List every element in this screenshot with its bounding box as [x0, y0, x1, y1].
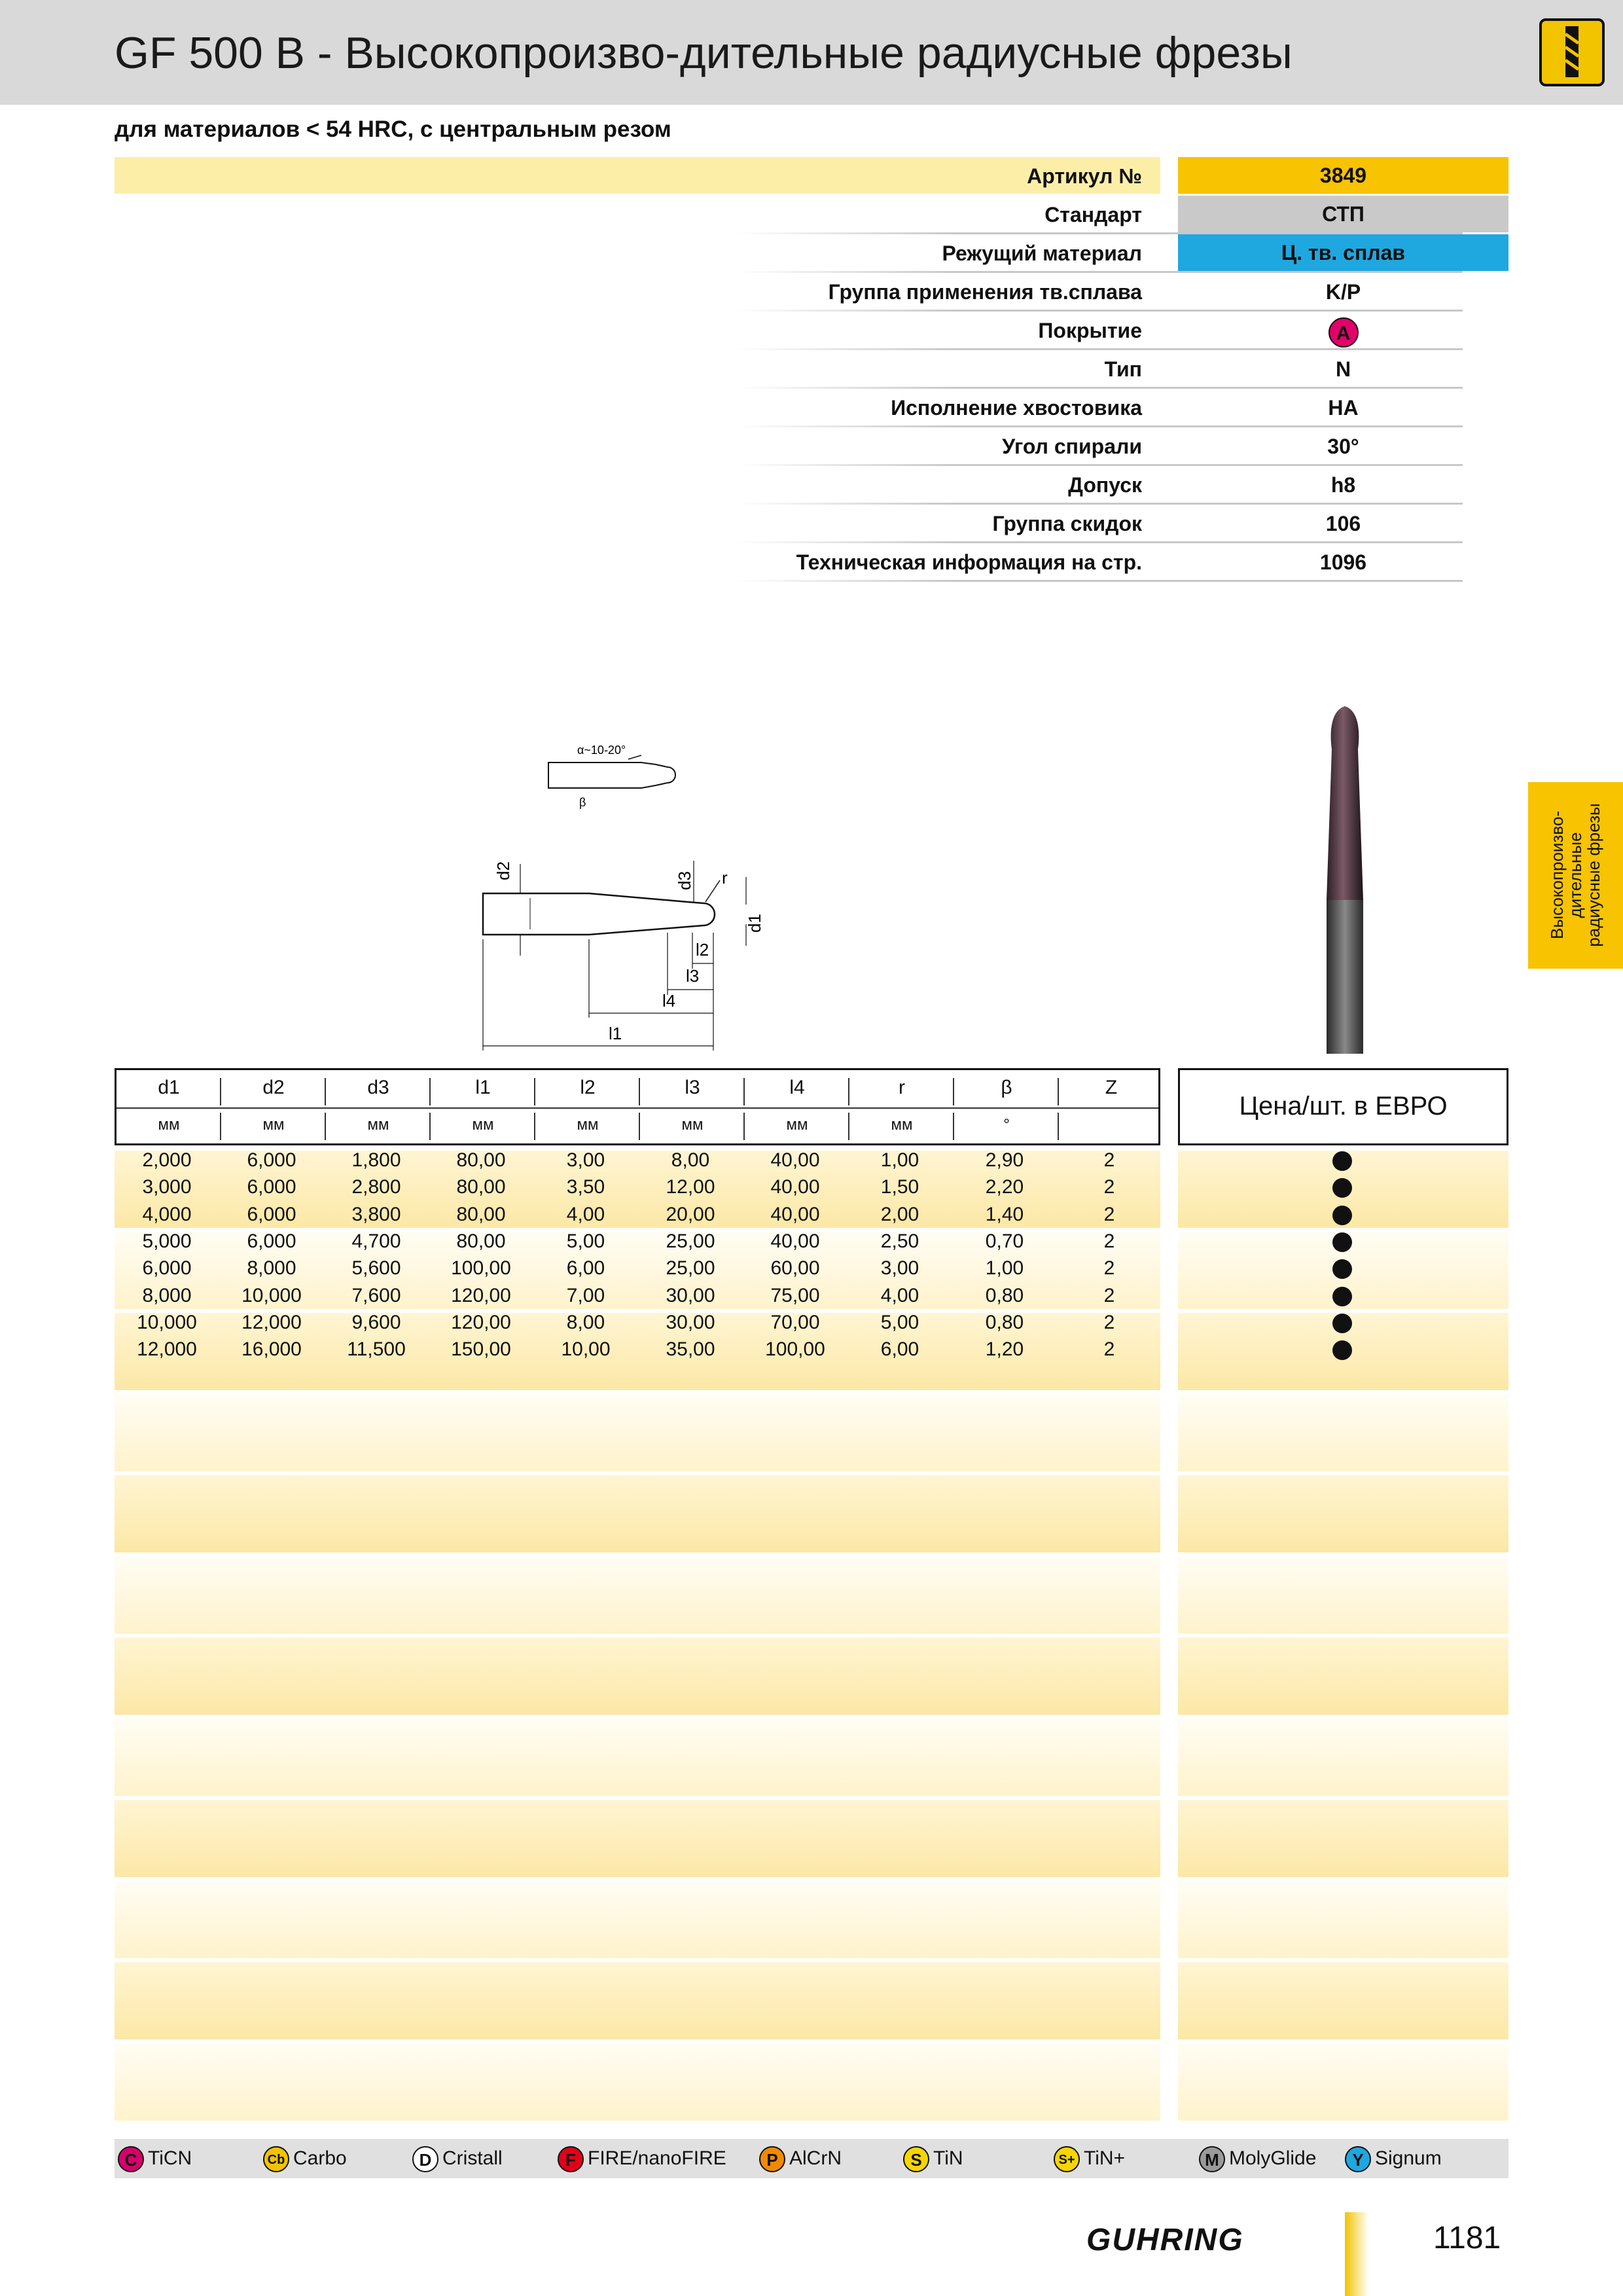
- column-header: l1: [475, 1077, 491, 1098]
- column-separator: [325, 1113, 326, 1140]
- brand-logo: GUHRING: [1086, 2223, 1244, 2257]
- table-cell: 80,00: [456, 1149, 506, 1171]
- column-separator: [639, 1113, 640, 1140]
- table-cell: 5,00: [566, 1230, 605, 1252]
- coating-alcrn-icon: P: [759, 2146, 785, 2172]
- table-cell: 6,000: [247, 1203, 296, 1225]
- legend-item: [759, 2139, 842, 2178]
- table-cell: 6,00: [566, 1257, 605, 1280]
- spec-row: [115, 389, 1508, 427]
- table-cell: 4,00: [566, 1203, 605, 1225]
- column-separator: [1058, 1113, 1059, 1140]
- beta-label: β: [579, 796, 586, 809]
- table-cell: 1,40: [985, 1203, 1024, 1225]
- price-band: [1178, 1962, 1508, 2039]
- table-cell: 40,00: [770, 1149, 820, 1171]
- table-cell: 2: [1103, 1230, 1115, 1252]
- table-band: [115, 1638, 1160, 1715]
- spec-row: [115, 157, 1508, 196]
- coating-molyglide-icon: M: [1199, 2146, 1225, 2172]
- spec-row: [115, 196, 1508, 234]
- table-cell: 70,00: [770, 1311, 820, 1333]
- column-separator: [743, 1078, 745, 1105]
- table-cell: 2: [1103, 1176, 1115, 1198]
- column-header: Z: [1105, 1077, 1118, 1098]
- table-cell: 4,700: [351, 1230, 401, 1252]
- table-cell: 3,00: [880, 1257, 919, 1280]
- header-divider: [116, 1107, 1158, 1109]
- price-band: [1178, 1638, 1508, 1715]
- availability-dot-icon: [1332, 1232, 1352, 1252]
- spec-label: Угол спирали: [1002, 435, 1142, 458]
- spec-row: [115, 466, 1508, 505]
- table-cell: 16,000: [241, 1338, 302, 1361]
- table-cell: 3,800: [351, 1203, 401, 1225]
- legend-item: [558, 2139, 726, 2178]
- table-cell: 0,80: [985, 1284, 1024, 1306]
- table-cell: 5,000: [142, 1230, 192, 1252]
- column-separator: [220, 1078, 221, 1105]
- table-cell: 8,000: [142, 1284, 192, 1306]
- table-cell: 80,00: [456, 1230, 506, 1252]
- table-cell: 2: [1103, 1203, 1115, 1225]
- spec-row: [115, 234, 1508, 273]
- table-cell: 11,500: [347, 1338, 406, 1361]
- table-cell: 2,90: [985, 1149, 1024, 1171]
- spec-value: 3849: [1178, 157, 1508, 194]
- table-cell: 4,00: [880, 1284, 919, 1306]
- spec-label: Режущий материал: [942, 242, 1142, 265]
- table-cell: 8,000: [247, 1257, 296, 1280]
- spec-label: Допуск: [1068, 473, 1142, 497]
- legend-item: [263, 2139, 347, 2178]
- legend-label: TiN+: [1084, 2147, 1126, 2169]
- table-cell: 80,00: [456, 1203, 506, 1225]
- table-cell: 12,000: [137, 1338, 197, 1361]
- column-separator: [325, 1078, 326, 1105]
- table-cell: 25,00: [666, 1230, 715, 1252]
- price-band: [1178, 1394, 1508, 1471]
- spec-label: Группа применения тв.сплава: [828, 280, 1142, 304]
- legend-item: [118, 2139, 192, 2178]
- angle-label: α~10-20°: [577, 744, 626, 757]
- table-cell: 25,00: [666, 1257, 715, 1280]
- table-cell: 60,00: [770, 1257, 820, 1280]
- table-cell: 6,000: [247, 1230, 296, 1252]
- spec-row-highlight: [115, 157, 1160, 194]
- column-separator: [220, 1113, 221, 1140]
- l2-label: l2: [696, 940, 709, 960]
- d2-label: d2: [493, 861, 513, 880]
- coating-carbo-icon: Cb: [263, 2146, 289, 2172]
- legend-label: MolyGlide: [1229, 2147, 1317, 2169]
- column-separator: [848, 1078, 849, 1105]
- column-separator: [953, 1078, 954, 1105]
- table-cell: 2: [1103, 1311, 1115, 1333]
- table-cell: 20,00: [666, 1203, 715, 1225]
- spec-label: Тип: [1104, 357, 1142, 381]
- table-cell: 2,50: [880, 1230, 919, 1252]
- column-unit: мм: [577, 1116, 599, 1134]
- end-mill-photo: [1312, 704, 1378, 1057]
- spec-value: [1178, 312, 1508, 350]
- table-cell: 35,00: [666, 1338, 715, 1361]
- page-subtitle: для материалов < 54 HRC, с центральным резом: [115, 117, 671, 142]
- column-header: β: [1001, 1077, 1012, 1098]
- table-cell: 8,00: [671, 1149, 710, 1171]
- column-header: l2: [580, 1077, 596, 1098]
- column-unit: мм: [786, 1116, 808, 1134]
- spec-value: h8: [1330, 473, 1356, 497]
- table-cell: 3,000: [142, 1176, 192, 1198]
- spec-value: 106: [1325, 512, 1361, 535]
- column-unit: мм: [681, 1116, 704, 1134]
- spec-row: [115, 427, 1508, 466]
- spec-label: Стандарт: [1044, 203, 1142, 226]
- table-cell: 2,20: [985, 1176, 1024, 1198]
- price-band: [1178, 1881, 1508, 1958]
- column-separator: [848, 1113, 849, 1140]
- table-cell: 100,00: [765, 1338, 825, 1361]
- legend-label: FIRE/nanoFIRE: [588, 2147, 726, 2169]
- spec-label: Покрытие: [1038, 319, 1142, 342]
- legend-label: Signum: [1375, 2147, 1442, 2169]
- column-unit: мм: [891, 1116, 913, 1134]
- availability-dot-icon: [1332, 1287, 1352, 1306]
- side-tab: [1528, 782, 1623, 969]
- column-header: l4: [789, 1077, 805, 1098]
- column-header: d2: [262, 1077, 285, 1098]
- column-header: l3: [685, 1077, 700, 1098]
- availability-dot-icon: [1332, 1151, 1352, 1171]
- spec-row: [115, 350, 1508, 389]
- drill-logo-icon: [1539, 18, 1605, 86]
- table-cell: 8,00: [566, 1311, 605, 1333]
- page-title: GF 500 B - Высокопроизво-дительные радиусные фрезы: [115, 28, 1293, 78]
- table-cell: 6,000: [142, 1257, 192, 1280]
- table-cell: 0,80: [985, 1311, 1024, 1333]
- dimension-drawing: [471, 733, 812, 1073]
- spec-value: HA: [1328, 396, 1359, 420]
- spec-value: 30°: [1327, 435, 1359, 458]
- spec-value: 1096: [1319, 550, 1367, 574]
- spec-value: N: [1335, 357, 1351, 381]
- table-cell: 9,600: [351, 1311, 401, 1333]
- column-separator: [534, 1113, 535, 1140]
- column-separator: [429, 1113, 431, 1140]
- table-cell: 80,00: [456, 1176, 506, 1198]
- l4-label: l4: [662, 991, 676, 1011]
- column-separator: [639, 1078, 640, 1105]
- legend-item: [1345, 2139, 1442, 2178]
- l1-label: l1: [609, 1024, 622, 1043]
- spec-value: СТП: [1178, 196, 1508, 232]
- column-separator: [1058, 1078, 1059, 1105]
- table-cell: 2: [1103, 1284, 1115, 1306]
- table-cell: 120,00: [451, 1284, 511, 1306]
- coating-signum-icon: Y: [1345, 2146, 1371, 2172]
- column-header: r: [899, 1077, 905, 1098]
- legend-label: TiN: [933, 2147, 963, 2169]
- table-cell: 1,20: [985, 1338, 1024, 1361]
- side-tab-text: Высокопроизво- дительные радиусные фрезы: [1547, 803, 1603, 947]
- table-band: [115, 1475, 1160, 1552]
- table-band: [115, 1800, 1160, 1877]
- table-cell: 2: [1103, 1149, 1115, 1171]
- table-cell: 5,00: [880, 1311, 919, 1333]
- table-cell: 1,800: [351, 1149, 401, 1171]
- coating-ticn-icon: C: [118, 2146, 144, 2172]
- table-cell: 1,00: [880, 1149, 919, 1171]
- spec-row: [115, 505, 1508, 543]
- r-label: r: [722, 868, 728, 888]
- table-cell: 12,000: [241, 1311, 302, 1333]
- l3-label: l3: [686, 966, 700, 986]
- table-cell: 2,000: [142, 1149, 192, 1171]
- table-cell: 10,00: [561, 1338, 611, 1361]
- price-band: [1178, 1475, 1508, 1552]
- table-cell: 2,00: [880, 1203, 919, 1225]
- table-cell: 40,00: [770, 1203, 820, 1225]
- table-cell: 6,000: [247, 1149, 296, 1171]
- table-cell: 2: [1103, 1338, 1115, 1361]
- side-tab-label: [1548, 790, 1603, 960]
- spec-row: [115, 312, 1508, 350]
- price-band: [1178, 1800, 1508, 1877]
- coating-firenanofire-icon: F: [558, 2146, 584, 2172]
- spec-label: Исполнение хвостовика: [891, 396, 1142, 420]
- table-cell: 30,00: [666, 1311, 715, 1333]
- legend-label: TiCN: [148, 2147, 192, 2169]
- column-separator: [743, 1113, 745, 1140]
- table-band: [115, 1962, 1160, 2039]
- table-cell: 3,50: [566, 1176, 605, 1198]
- legend-item: [903, 2139, 963, 2178]
- table-cell: 2: [1103, 1257, 1115, 1280]
- column-unit: мм: [367, 1116, 389, 1134]
- spec-label: Группа скидок: [992, 512, 1142, 535]
- table-cell: 150,00: [451, 1338, 511, 1361]
- legend-item: [1199, 2139, 1316, 2178]
- table-cell: 6,000: [247, 1176, 296, 1198]
- column-unit: °: [1003, 1116, 1010, 1134]
- table-cell: 40,00: [770, 1176, 820, 1198]
- column-header: d1: [158, 1077, 180, 1098]
- table-cell: 30,00: [666, 1284, 715, 1306]
- legend-item: [412, 2139, 503, 2178]
- availability-dot-icon: [1332, 1206, 1352, 1225]
- price-band: [1178, 2043, 1508, 2121]
- coating-a-icon: A: [1329, 317, 1359, 348]
- table-cell: 4,000: [142, 1203, 192, 1225]
- availability-dot-icon: [1332, 1259, 1352, 1279]
- column-unit: мм: [262, 1116, 285, 1134]
- spec-value: Ц. тв. сплав: [1178, 234, 1508, 271]
- table-band: [115, 1881, 1160, 1958]
- table-cell: 1,00: [985, 1257, 1024, 1280]
- table-cell: 100,00: [451, 1257, 511, 1280]
- table-cell: 6,00: [880, 1338, 919, 1361]
- table-cell: 0,70: [985, 1230, 1024, 1252]
- legend-label: AlCrN: [789, 2147, 842, 2169]
- table-band: [115, 1394, 1160, 1471]
- price-band: [1178, 1556, 1508, 1634]
- column-unit: мм: [158, 1116, 180, 1134]
- page-number: 1181: [1433, 2221, 1501, 2255]
- availability-dot-icon: [1332, 1314, 1352, 1333]
- d1-label: d1: [745, 914, 764, 933]
- d3-label: d3: [675, 871, 694, 890]
- table-cell: 2,800: [351, 1176, 401, 1198]
- data-table-header: [115, 1068, 1160, 1145]
- spec-row: [115, 273, 1508, 312]
- column-separator: [534, 1078, 535, 1105]
- table-cell: 120,00: [451, 1311, 511, 1333]
- column-separator: [953, 1113, 954, 1140]
- table-cell: 7,00: [566, 1284, 605, 1306]
- table-cell: 1,50: [880, 1176, 919, 1198]
- table-cell: 3,00: [566, 1149, 605, 1171]
- table-band: [115, 1719, 1160, 1796]
- availability-dot-icon: [1332, 1340, 1352, 1360]
- table-cell: 12,00: [666, 1176, 715, 1198]
- table-cell: 7,600: [351, 1284, 401, 1306]
- spec-label: Артикул №: [1027, 164, 1142, 188]
- legend-label: Cristall: [442, 2147, 503, 2169]
- column-separator: [429, 1078, 431, 1105]
- column-header: d3: [367, 1077, 389, 1098]
- price-header: Цена/шт. в ЕВРО: [1178, 1068, 1508, 1145]
- legend-item: [1054, 2139, 1125, 2178]
- table-band: [115, 1556, 1160, 1634]
- price-band: [1178, 1719, 1508, 1796]
- table-band: [115, 2043, 1160, 2121]
- coating-tin-icon: S+: [1054, 2146, 1080, 2172]
- table-cell: 75,00: [770, 1284, 820, 1306]
- spec-value: K/P: [1325, 280, 1361, 304]
- coating-tin-icon: S: [903, 2146, 929, 2172]
- column-unit: мм: [472, 1116, 494, 1134]
- table-cell: 10,000: [241, 1284, 302, 1306]
- table-cell: 10,000: [137, 1311, 197, 1333]
- page-accent-bar: [1345, 2212, 1368, 2296]
- spec-row: [115, 543, 1508, 582]
- table-cell: 40,00: [770, 1230, 820, 1252]
- coating-cristall-icon: D: [412, 2146, 438, 2172]
- legend-label: Carbo: [293, 2147, 347, 2169]
- spec-label: Техническая информация на стр.: [796, 550, 1142, 574]
- table-cell: 5,600: [351, 1257, 401, 1280]
